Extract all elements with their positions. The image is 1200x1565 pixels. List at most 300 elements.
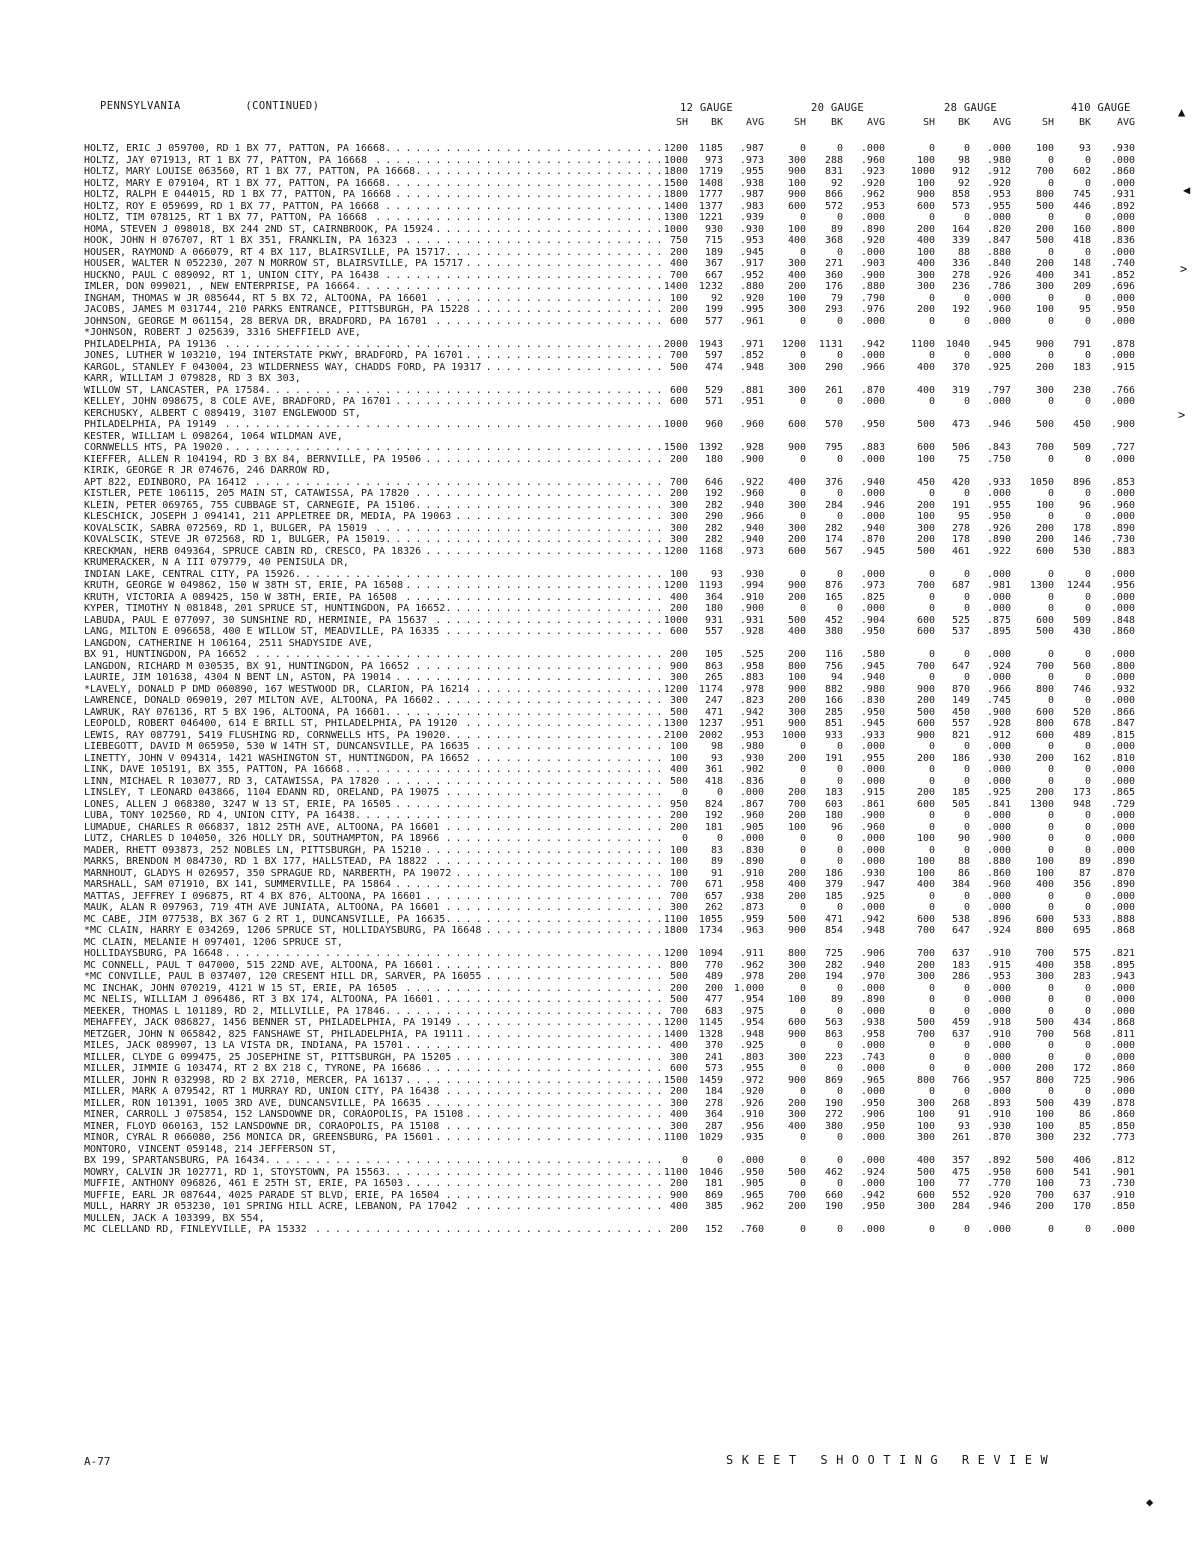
- score-cell: .000: [1110, 315, 1135, 327]
- shooter-name: LANG, MILTON E 096658, 400 E WILLOW ST, MEADVILLE, PA 16335: [84, 626, 440, 637]
- shooter-name: KARR, WILLIAM J 079828, RD 3 BX 303,: [84, 373, 301, 384]
- score-cell: .980: [860, 683, 885, 695]
- score-cell: 1232: [698, 281, 723, 292]
- score-cell: .960: [739, 810, 764, 821]
- score-cell: .000: [1110, 350, 1135, 361]
- score-cell: 700: [916, 1028, 935, 1040]
- score-cell: 0: [799, 902, 806, 913]
- score-cell: 900: [787, 580, 806, 591]
- shooter-row: [0, 511, 1200, 523]
- score-cell: .940: [860, 672, 885, 683]
- score-cell: 700: [916, 948, 935, 959]
- shooter-name: MC CABE, JIM 077538, BX 367 G 2 RT 1, DUNCANSVILLE, PA 16635: [84, 913, 446, 925]
- score-cell: 278: [704, 1097, 723, 1109]
- score-cell: .878: [1110, 1097, 1135, 1109]
- score-cell: .000: [986, 1224, 1011, 1235]
- score-cell: .950: [860, 1120, 885, 1132]
- score-cell: 869: [824, 1074, 843, 1086]
- shooter-name: INDIAN LAKE, CENTRAL CITY, PA 15926: [84, 568, 295, 580]
- shooter-name: MARNHOUT, GLADYS H 026957, 350 SPRAGUE RD, NARBERTH, PA 19072: [84, 867, 452, 879]
- score-cell: .890: [1110, 879, 1135, 890]
- score-cell: 1000: [663, 223, 688, 235]
- score-cell: 90: [957, 833, 970, 844]
- score-cell: 500: [787, 1166, 806, 1178]
- score-cell: 475: [951, 1166, 970, 1178]
- score-cell: 0: [1084, 1005, 1091, 1017]
- score-cell: 400: [916, 258, 935, 269]
- score-cell: 0: [1084, 764, 1091, 775]
- score-cell: .000: [1110, 591, 1135, 603]
- score-cell: 95: [1078, 304, 1091, 315]
- score-cell: .893: [986, 1097, 1011, 1109]
- score-cell: 0: [799, 488, 806, 499]
- score-cell: 200: [669, 304, 688, 315]
- score-cell: 200: [669, 453, 688, 465]
- score-cell: .000: [986, 212, 1011, 223]
- score-cell: .000: [1110, 488, 1135, 499]
- score-cell: 600: [916, 913, 935, 925]
- score-cell: 520: [1072, 706, 1091, 718]
- score-cell: .946: [986, 419, 1011, 430]
- score-cell: 1200: [663, 143, 688, 154]
- score-cell: 100: [916, 1109, 935, 1120]
- score-cell: 86: [957, 867, 970, 879]
- score-cell: 0: [1084, 453, 1091, 465]
- shooter-name: MADER, RHETT 093873, 252 NOBLES LN, PITTSBURGH, PA 15210: [84, 844, 422, 856]
- score-cell: 100: [1035, 1109, 1054, 1120]
- score-cell: 400: [916, 879, 935, 890]
- column-header-avg: AVG: [1116, 117, 1135, 128]
- score-cell: .852: [1110, 269, 1135, 281]
- gauge-20-heading: 20 GAUGE: [811, 102, 864, 114]
- score-cell: .880: [986, 856, 1011, 867]
- shooter-row: [0, 546, 1200, 558]
- score-cell: 0: [963, 844, 970, 856]
- score-cell: .960: [739, 488, 764, 499]
- score-cell: 300: [1035, 281, 1054, 292]
- score-cell: 450: [1072, 419, 1091, 430]
- shooter-name: KESTER, WILLIAM L 098264, 1064 WILDMAN AVE,: [84, 430, 343, 442]
- score-cell: 200: [1035, 522, 1054, 534]
- score-cell: 756: [824, 660, 843, 672]
- score-cell: 0: [928, 994, 935, 1005]
- score-cell: 0: [1084, 292, 1091, 304]
- shooter-name: KERCHUSKY, ALBERT C 089419, 3107 ENGLEWOOD ST,: [84, 407, 361, 419]
- score-cell: .953: [739, 235, 764, 246]
- score-cell: .923: [860, 166, 885, 177]
- score-cell: 152: [704, 1224, 723, 1235]
- score-cell: 863: [704, 660, 723, 672]
- shooter-name: KRUTH, GEORGE W 049862, 150 W 38TH ST, ERIE, PA 16508: [84, 580, 404, 591]
- score-cell: 91: [957, 1109, 970, 1120]
- score-cell: .890: [739, 856, 764, 867]
- score-cell: .000: [1110, 246, 1135, 258]
- score-cell: 282: [704, 534, 723, 545]
- score-cell: .000: [1110, 453, 1135, 465]
- score-cell: 236: [951, 281, 970, 292]
- score-cell: .938: [860, 1017, 885, 1028]
- score-cell: 500: [916, 419, 935, 430]
- score-cell: 821: [951, 729, 970, 741]
- score-cell: 0: [1084, 982, 1091, 994]
- score-cell: .000: [1110, 603, 1135, 614]
- score-cell: 192: [704, 810, 723, 821]
- score-cell: 0: [1047, 810, 1054, 821]
- shooter-row: [0, 615, 1200, 627]
- score-cell: 0: [928, 649, 935, 660]
- score-cell: 0: [1084, 741, 1091, 752]
- score-cell: 183: [1072, 361, 1091, 373]
- score-cell: .963: [739, 925, 764, 936]
- score-cell: 200: [916, 223, 935, 235]
- score-cell: 0: [799, 315, 806, 327]
- shooter-row: [0, 235, 1200, 247]
- score-cell: .853: [1110, 476, 1135, 488]
- score-cell: 339: [951, 235, 970, 246]
- score-cell: 0: [928, 212, 935, 223]
- score-cell: 851: [824, 718, 843, 729]
- score-cell: .962: [739, 959, 764, 971]
- score-cell: 288: [824, 154, 843, 166]
- score-cell: .868: [1110, 1017, 1135, 1028]
- score-cell: 600: [787, 1017, 806, 1028]
- score-cell: .980: [739, 741, 764, 752]
- score-cell: 0: [836, 212, 843, 223]
- score-cell: .965: [860, 1074, 885, 1086]
- score-cell: 100: [916, 867, 935, 879]
- score-cell: .920: [739, 292, 764, 304]
- score-cell: 1400: [663, 281, 688, 292]
- score-cell: 300: [669, 1120, 688, 1132]
- score-cell: 93: [957, 1120, 970, 1132]
- score-cell: 0: [836, 246, 843, 258]
- score-cell: 600: [669, 396, 688, 407]
- shooter-row: [0, 500, 1200, 512]
- score-cell: .966: [986, 683, 1011, 695]
- score-cell: .994: [739, 580, 764, 591]
- score-cell: 700: [669, 476, 688, 488]
- score-cell: 0: [1047, 396, 1054, 407]
- shooter-name: *MC CLAIN, HARRY E 034269, 1206 SPRUCE ST, HOLLIDAYSBURG, PA 16648: [84, 925, 482, 936]
- score-cell: 190: [824, 1097, 843, 1109]
- score-cell: 700: [787, 1189, 806, 1201]
- shooter-name: MC INCHAK, JOHN 070219, 4121 W 15 ST, ERIE, PA 16505: [84, 982, 398, 994]
- score-cell: 0: [928, 672, 935, 683]
- score-cell: 557: [951, 718, 970, 729]
- score-cell: .960: [860, 154, 885, 166]
- score-cell: 1046: [698, 1166, 723, 1178]
- score-cell: 380: [824, 626, 843, 637]
- score-cell: .847: [986, 235, 1011, 246]
- score-cell: 575: [1072, 948, 1091, 959]
- score-cell: 687: [951, 580, 970, 591]
- score-cell: 100: [1035, 856, 1054, 867]
- score-cell: .865: [1110, 787, 1135, 798]
- shooter-name: MILLER, JOHN R 032998, RD 2 BX 2710, MERCER, PA 16137: [84, 1074, 404, 1086]
- score-cell: .958: [739, 660, 764, 672]
- score-cell: .766: [1110, 384, 1135, 396]
- score-cell: 0: [799, 396, 806, 407]
- score-cell: 200: [669, 982, 688, 994]
- score-cell: 471: [704, 706, 723, 718]
- score-cell: 1200: [663, 580, 688, 591]
- score-cell: .953: [860, 200, 885, 212]
- score-cell: 1500: [663, 442, 688, 453]
- score-cell: 0: [716, 787, 723, 798]
- score-cell: .972: [739, 1074, 764, 1086]
- score-cell: 184: [704, 1086, 723, 1097]
- score-cell: .995: [739, 304, 764, 315]
- score-cell: 0: [1084, 902, 1091, 913]
- score-cell: 174: [824, 534, 843, 545]
- score-cell: .823: [739, 695, 764, 706]
- score-cell: 100: [669, 856, 688, 867]
- score-cell: 700: [1035, 948, 1054, 959]
- score-cell: .000: [1110, 1086, 1135, 1097]
- score-cell: .960: [986, 879, 1011, 890]
- score-cell: 430: [1072, 626, 1091, 637]
- shooter-row: [0, 408, 1200, 420]
- score-cell: .000: [1110, 396, 1135, 407]
- shooter-name: KIEFFER, ALLEN R 104194, RD 3 BX 84, BERNVILLE, PA 19506: [84, 453, 422, 465]
- shooter-row: [0, 155, 1200, 167]
- score-cell: 0: [963, 1005, 970, 1017]
- score-cell: 500: [1035, 1155, 1054, 1166]
- shooter-name: MINER, CARROLL J 075854, 152 LANSDOWNE DR, CORAOPOLIS, PA 15108: [84, 1109, 464, 1120]
- score-cell: .955: [739, 166, 764, 177]
- score-cell: .000: [986, 1040, 1011, 1051]
- score-cell: .727: [1110, 442, 1135, 453]
- score-cell: .951: [739, 396, 764, 407]
- score-cell: 0: [1084, 649, 1091, 660]
- score-cell: .957: [986, 1074, 1011, 1086]
- score-cell: .000: [1110, 672, 1135, 683]
- score-cell: 300: [787, 361, 806, 373]
- shooter-row: [0, 1040, 1200, 1052]
- score-cell: 1200: [663, 545, 688, 557]
- shooter-row: [0, 431, 1200, 443]
- score-cell: 185: [951, 787, 970, 798]
- shooter-row: [0, 891, 1200, 903]
- score-cell: 0: [836, 568, 843, 580]
- score-cell: 0: [963, 741, 970, 752]
- score-cell: 1800: [663, 189, 688, 200]
- score-cell: 300: [1035, 384, 1054, 396]
- score-cell: 600: [787, 545, 806, 557]
- score-cell: .000: [986, 315, 1011, 327]
- score-cell: 0: [836, 1224, 843, 1235]
- score-cell: .870: [986, 1132, 1011, 1143]
- score-cell: 900: [669, 660, 688, 672]
- score-cell: 0: [963, 143, 970, 154]
- score-cell: .811: [1110, 1028, 1135, 1040]
- score-cell: 180: [704, 453, 723, 465]
- score-cell: .950: [860, 706, 885, 718]
- score-cell: 0: [928, 143, 935, 154]
- score-cell: .860: [1110, 1063, 1135, 1074]
- score-cell: 866: [824, 189, 843, 200]
- score-cell: 0: [836, 1005, 843, 1017]
- score-cell: .976: [860, 304, 885, 315]
- score-cell: 477: [704, 994, 723, 1005]
- score-cell: 1244: [1066, 580, 1091, 591]
- score-cell: 537: [951, 626, 970, 637]
- score-cell: 538: [951, 913, 970, 925]
- score-cell: 933: [824, 729, 843, 741]
- score-cell: 0: [1047, 994, 1054, 1005]
- score-cell: 91: [710, 867, 723, 879]
- score-cell: .930: [739, 568, 764, 580]
- score-cell: .000: [860, 1040, 885, 1051]
- shooter-name: MC CLAIN, MELANIE H 097401, 1206 SPRUCE ST,: [84, 936, 343, 948]
- score-cell: .843: [986, 442, 1011, 453]
- score-cell: 400: [787, 235, 806, 246]
- shooter-list: [0, 143, 1200, 1236]
- score-cell: .000: [986, 764, 1011, 775]
- score-cell: 300: [669, 499, 688, 511]
- shooter-row: [0, 304, 1200, 316]
- score-cell: 0: [1047, 246, 1054, 258]
- score-cell: 300: [787, 304, 806, 315]
- score-cell: 0: [963, 810, 970, 821]
- shooter-name: LAURIE, JIM 101638, 4304 N BENT LN, ASTON, PA 19014: [84, 672, 392, 683]
- score-cell: 0: [799, 1155, 806, 1166]
- score-cell: 0: [963, 994, 970, 1005]
- score-cell: 100: [787, 292, 806, 304]
- score-cell: 95: [957, 511, 970, 522]
- score-cell: .878: [1110, 338, 1135, 350]
- score-cell: 94: [830, 672, 843, 683]
- score-cell: .980: [986, 154, 1011, 166]
- score-cell: 300: [669, 1051, 688, 1063]
- score-cell: 100: [787, 994, 806, 1005]
- score-cell: 0: [1047, 177, 1054, 189]
- score-cell: 500: [1035, 419, 1054, 430]
- score-cell: .955: [739, 1063, 764, 1074]
- score-cell: 418: [704, 775, 723, 787]
- score-cell: 181: [704, 1178, 723, 1189]
- score-cell: 0: [836, 982, 843, 994]
- score-cell: 1408: [698, 177, 723, 189]
- score-cell: .960: [986, 304, 1011, 315]
- score-cell: .852: [739, 350, 764, 361]
- score-cell: .955: [986, 200, 1011, 212]
- score-cell: .000: [860, 453, 885, 465]
- score-cell: 0: [799, 1224, 806, 1235]
- score-cell: 0: [963, 821, 970, 833]
- score-cell: 446: [1072, 200, 1091, 212]
- score-cell: .950: [860, 1201, 885, 1212]
- score-cell: 700: [1035, 442, 1054, 453]
- shooter-row: [0, 776, 1200, 788]
- score-cell: 858: [951, 189, 970, 200]
- score-cell: .920: [986, 1189, 1011, 1201]
- shooter-name: LANGDON, RICHARD M 030535, BX 91, HUNTINGDON, PA 16652: [84, 660, 410, 672]
- shooter-name: LIEBEGOTT, DAVID M 065950, 530 W 14TH ST, DUNCANSVILLE, PA 16635: [84, 741, 470, 752]
- shooter-row: [0, 166, 1200, 178]
- shooter-row: [0, 914, 1200, 926]
- score-cell: 597: [704, 350, 723, 361]
- score-cell: .745: [986, 695, 1011, 706]
- score-cell: .000: [1110, 511, 1135, 522]
- score-cell: 1168: [698, 545, 723, 557]
- score-cell: 824: [704, 798, 723, 810]
- score-cell: .900: [860, 269, 885, 281]
- shooter-name: JOHNSON, GEORGE M 061154, 28 BERVA DR, BRADFORD, PA 16701: [84, 315, 428, 327]
- score-cell: 900: [669, 1189, 688, 1201]
- shooter-row: [0, 201, 1200, 213]
- score-cell: 900: [787, 1074, 806, 1086]
- score-cell: 0: [928, 1063, 935, 1074]
- score-cell: 600: [669, 315, 688, 327]
- score-cell: 0: [928, 821, 935, 833]
- shooter-name: APT 822, EDINBORO, PA 16412: [84, 476, 247, 488]
- score-cell: 100: [1035, 1120, 1054, 1132]
- score-cell: 678: [1072, 718, 1091, 729]
- score-cell: .966: [860, 361, 885, 373]
- score-cell: .000: [860, 246, 885, 258]
- score-cell: .910: [1110, 1189, 1135, 1201]
- score-cell: .942: [860, 1189, 885, 1201]
- shooter-name: IMLER, DON 099021, , NEW ENTERPRISE, PA 16664: [84, 281, 355, 292]
- score-cell: 700: [669, 269, 688, 281]
- score-cell: 500: [916, 545, 935, 557]
- score-cell: 100: [916, 1178, 935, 1189]
- score-cell: .896: [986, 913, 1011, 925]
- score-cell: .950: [986, 511, 1011, 522]
- score-cell: 600: [669, 1063, 688, 1074]
- score-cell: 100: [916, 511, 935, 522]
- score-cell: 200: [916, 534, 935, 545]
- shooter-row: [0, 1075, 1200, 1087]
- score-cell: .930: [739, 752, 764, 764]
- score-cell: 602: [1072, 166, 1091, 177]
- score-cell: 0: [963, 603, 970, 614]
- score-cell: .950: [1110, 304, 1135, 315]
- score-cell: 1300: [1029, 798, 1054, 810]
- score-cell: 2002: [698, 729, 723, 741]
- score-cell: .940: [860, 522, 885, 534]
- score-cell: .729: [1110, 798, 1135, 810]
- score-cell: .820: [986, 223, 1011, 235]
- shooter-name: MUFFIE, ANTHONY 096826, 461 E 25TH ST, ERIE, PA 16503: [84, 1178, 404, 1189]
- score-cell: .000: [860, 1005, 885, 1017]
- score-cell: 600: [787, 200, 806, 212]
- score-cell: .956: [739, 1120, 764, 1132]
- score-cell: 1000: [663, 154, 688, 166]
- score-cell: .812: [1110, 1155, 1135, 1166]
- shooter-row: [0, 603, 1200, 615]
- score-cell: 75: [957, 453, 970, 465]
- column-header-sh: SH: [922, 117, 935, 128]
- score-cell: .890: [1110, 856, 1135, 867]
- score-cell: .915: [986, 959, 1011, 971]
- score-cell: 100: [787, 672, 806, 683]
- shooter-name: KRECKMAN, HERB 049364, SPRUCE CABIN RD, CRESCO, PA 18326: [84, 545, 422, 557]
- score-cell: 282: [704, 499, 723, 511]
- score-cell: 948: [1072, 798, 1091, 810]
- score-cell: 1.000: [733, 982, 764, 994]
- score-cell: 268: [951, 1097, 970, 1109]
- score-cell: 489: [704, 971, 723, 982]
- score-cell: 77: [957, 1178, 970, 1189]
- score-cell: 73: [1078, 1178, 1091, 1189]
- score-cell: 189: [704, 246, 723, 258]
- score-cell: 600: [916, 718, 935, 729]
- score-cell: .946: [986, 1201, 1011, 1212]
- score-cell: 180: [704, 603, 723, 614]
- shooter-row: [0, 442, 1200, 454]
